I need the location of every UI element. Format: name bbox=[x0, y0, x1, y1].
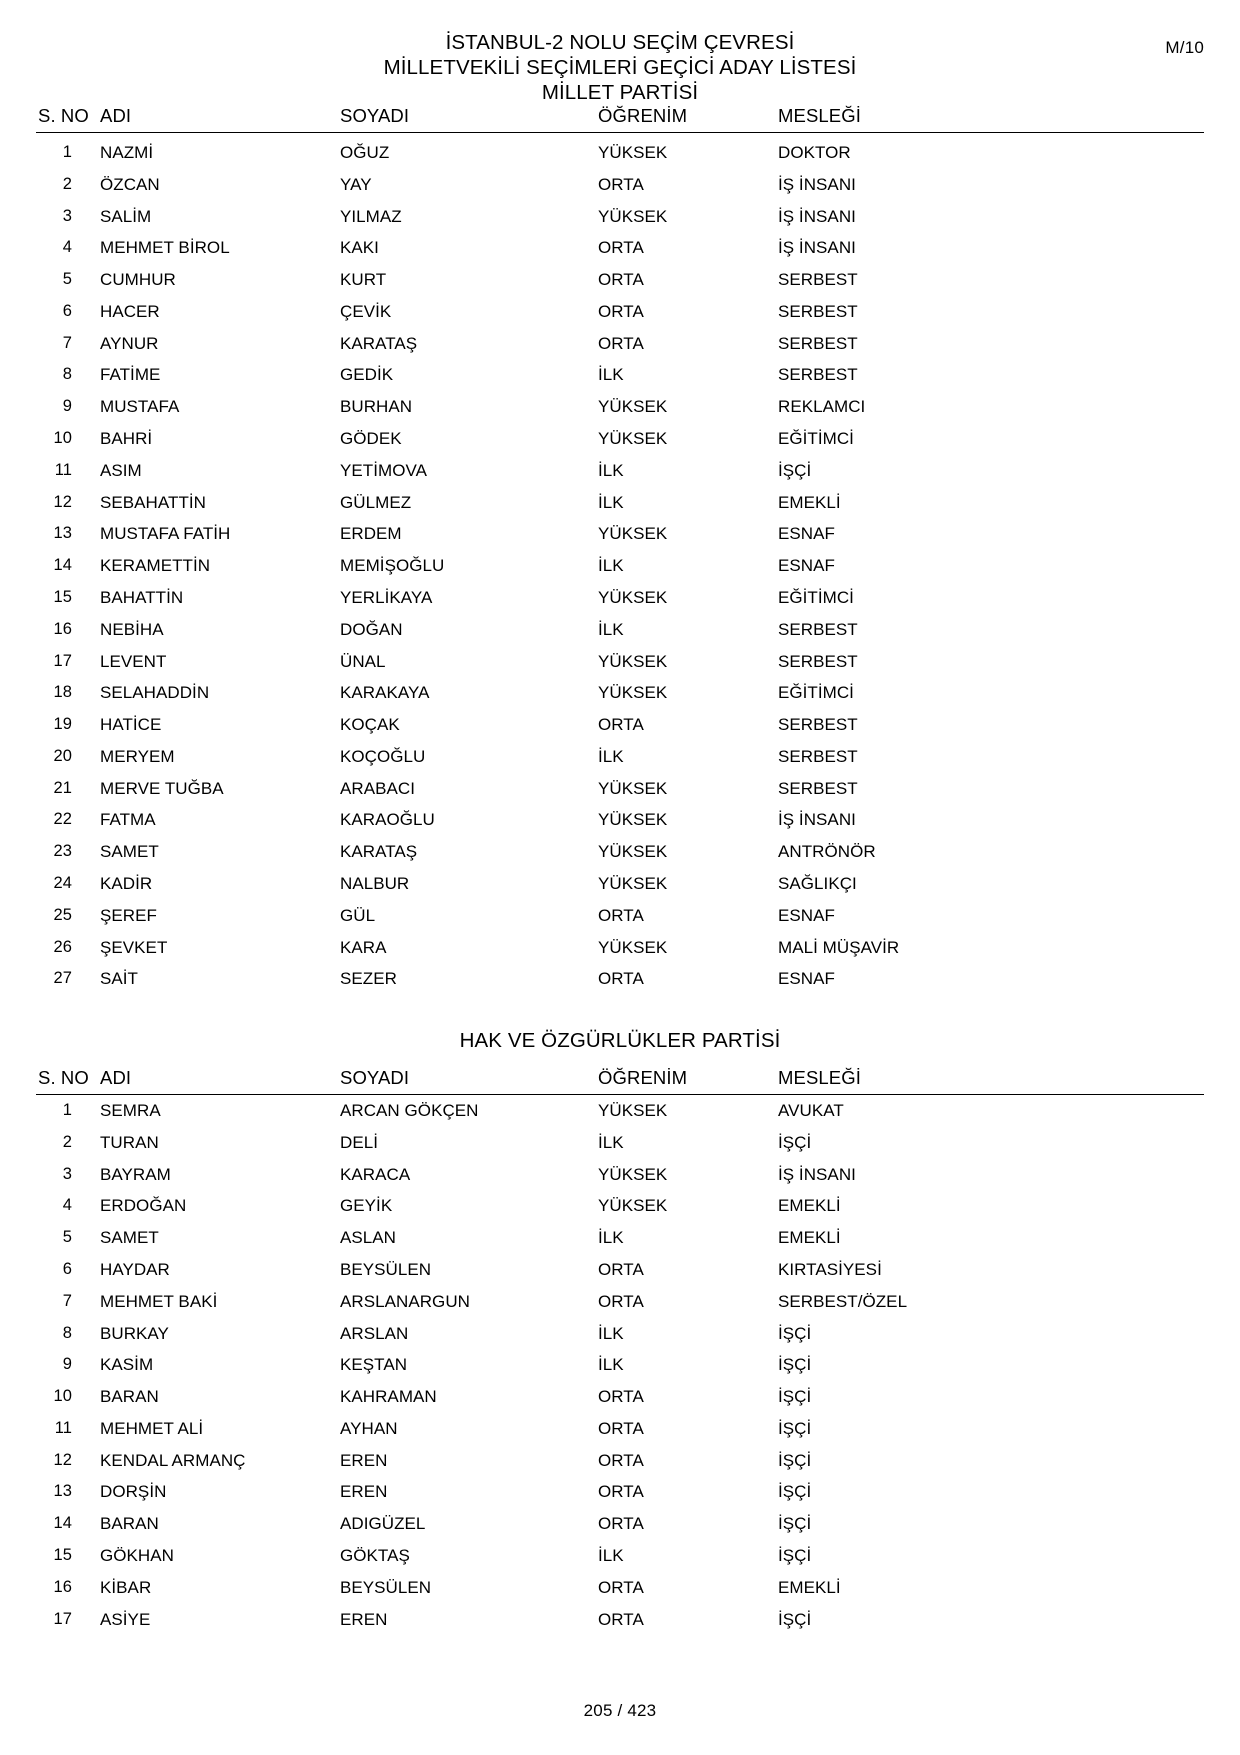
cell-soyadi: ARSLAN bbox=[340, 1323, 409, 1343]
table-row bbox=[36, 614, 1204, 646]
cell-meslegi: ESNAF bbox=[778, 524, 835, 544]
cell-meslegi: SERBEST bbox=[778, 715, 858, 735]
cell-meslegi: EMEKLİ bbox=[778, 1228, 841, 1248]
cell-meslegi: ESNAF bbox=[778, 556, 835, 576]
cell-adi: SAİT bbox=[100, 969, 138, 989]
column-header-sira-no: S. NO bbox=[36, 105, 100, 133]
table-row bbox=[36, 900, 1204, 932]
cell-ogrenim: ORTA bbox=[598, 1260, 644, 1279]
cell-ogrenim: YÜKSEK bbox=[598, 937, 668, 957]
cell-adi: KERAMETTİN bbox=[100, 556, 211, 576]
cell-meslegi: EĞİTİMCİ bbox=[778, 429, 854, 449]
cell-soyadi: DOĞAN bbox=[340, 619, 403, 639]
cell-meslegi: İŞ İNSANI bbox=[778, 238, 856, 258]
cell-soyadi: YILMAZ bbox=[340, 206, 402, 226]
table-row bbox=[36, 1222, 1204, 1254]
cell-soyadi: KARATAŞ bbox=[340, 333, 418, 353]
column-header-soyadi: SOYADI bbox=[340, 1067, 598, 1095]
cell-adi: DORŞİN bbox=[100, 1482, 167, 1502]
cell-ogrenim: ORTA bbox=[598, 1577, 644, 1597]
table-row bbox=[36, 1254, 1204, 1286]
header-line-list-type: MİLLETVEKİLİ SEÇİMLERİ GEÇİCİ ADAY LİSTESİ bbox=[383, 56, 857, 79]
cell-ogrenim: ORTA bbox=[598, 1450, 644, 1470]
cell-adi: MEHMET ALİ bbox=[100, 1418, 204, 1438]
cell-meslegi: SERBEST bbox=[778, 365, 858, 385]
cell-meslegi: MALİ MÜŞAVİR bbox=[778, 937, 900, 957]
candidate-table-hak-ve-ozgurlukler-partisi bbox=[36, 1067, 1204, 1635]
cell-ogrenim: İLK bbox=[598, 1132, 624, 1152]
cell-soyadi: EREN bbox=[340, 1482, 388, 1502]
cell-sira-no: 10 bbox=[53, 429, 72, 448]
cell-meslegi: EĞİTİMCİ bbox=[778, 683, 854, 703]
cell-soyadi: GÜL bbox=[340, 905, 376, 925]
cell-sira-no: 4 bbox=[62, 1196, 72, 1215]
cell-soyadi: AYHAN bbox=[340, 1418, 398, 1438]
header-line-party-name: MİLLET PARTİSİ bbox=[541, 81, 699, 104]
cell-sira-no: 19 bbox=[53, 715, 72, 734]
cell-adi: MEHMET BAKİ bbox=[100, 1291, 218, 1311]
cell-adi: HAYDAR bbox=[100, 1260, 170, 1279]
cell-meslegi: EMEKLİ bbox=[778, 492, 841, 512]
cell-sira-no: 10 bbox=[53, 1387, 72, 1406]
cell-adi: KENDAL ARMANÇ bbox=[100, 1450, 246, 1470]
cell-sira-no: 16 bbox=[53, 1577, 72, 1596]
cell-sira-no: 26 bbox=[53, 937, 72, 956]
cell-soyadi: KAKI bbox=[340, 238, 379, 258]
cell-adi: ERDOĞAN bbox=[100, 1196, 187, 1216]
cell-sira-no: 8 bbox=[62, 1323, 72, 1342]
cell-adi: LEVENT bbox=[100, 651, 167, 671]
cell-soyadi: YETİMOVA bbox=[340, 460, 427, 480]
cell-ogrenim: YÜKSEK bbox=[598, 524, 668, 544]
column-header-ogrenim: ÖĞRENİM bbox=[598, 1067, 778, 1095]
table-row bbox=[36, 1286, 1204, 1318]
cell-meslegi: ESNAF bbox=[778, 905, 835, 925]
cell-sira-no: 18 bbox=[53, 683, 72, 702]
header-line-electoral-district: İSTANBUL-2 NOLU SEÇİM ÇEVRESİ bbox=[445, 31, 795, 54]
table-body bbox=[36, 1095, 1204, 1636]
cell-sira-no: 9 bbox=[62, 397, 72, 416]
cell-meslegi: İŞÇİ bbox=[778, 1514, 812, 1534]
cell-ogrenim: İLK bbox=[598, 1546, 624, 1566]
table-row bbox=[36, 1349, 1204, 1381]
cell-soyadi: ASLAN bbox=[340, 1228, 396, 1248]
cell-adi: MERVE TUĞBA bbox=[100, 778, 224, 798]
cell-sira-no: 23 bbox=[53, 842, 72, 861]
cell-sira-no: 11 bbox=[54, 460, 72, 479]
cell-meslegi: İŞ İNSANI bbox=[778, 174, 856, 194]
cell-ogrenim: İLK bbox=[598, 746, 624, 766]
cell-meslegi: İŞÇİ bbox=[778, 1323, 812, 1343]
cell-ogrenim: İLK bbox=[598, 1323, 624, 1343]
cell-sira-no: 27 bbox=[53, 969, 72, 988]
cell-soyadi: KOÇOĞLU bbox=[340, 746, 426, 766]
table-row bbox=[36, 1095, 1204, 1127]
cell-soyadi: KARAOĞLU bbox=[340, 810, 435, 830]
cell-sira-no: 1 bbox=[62, 1101, 72, 1120]
cell-sira-no: 6 bbox=[62, 301, 72, 320]
cell-adi: ASİYE bbox=[100, 1609, 151, 1629]
cell-ogrenim: ORTA bbox=[598, 333, 644, 353]
cell-sira-no: 8 bbox=[62, 365, 72, 384]
cell-meslegi: SERBEST bbox=[778, 778, 858, 798]
table-row bbox=[36, 1381, 1204, 1413]
cell-ogrenim: YÜKSEK bbox=[598, 1164, 668, 1184]
table-header-row bbox=[36, 105, 1204, 133]
table-row bbox=[36, 836, 1204, 868]
cell-adi: SALİM bbox=[100, 206, 152, 226]
cell-ogrenim: İLK bbox=[598, 556, 624, 576]
cell-soyadi: YAY bbox=[340, 174, 372, 194]
table-row bbox=[36, 518, 1204, 550]
cell-soyadi: GÖKTAŞ bbox=[340, 1546, 410, 1566]
table-row bbox=[36, 455, 1204, 487]
table-row bbox=[36, 169, 1204, 201]
table-row bbox=[36, 1540, 1204, 1572]
cell-sira-no: 2 bbox=[62, 174, 72, 193]
cell-adi: ŞEVKET bbox=[100, 937, 168, 957]
cell-sira-no: 5 bbox=[62, 1228, 72, 1247]
cell-soyadi: DELİ bbox=[340, 1132, 378, 1152]
cell-sira-no: 9 bbox=[62, 1355, 72, 1374]
table-row bbox=[36, 773, 1204, 805]
table-row bbox=[36, 1191, 1204, 1223]
cell-ogrenim: YÜKSEK bbox=[598, 873, 668, 893]
cell-ogrenim: ORTA bbox=[598, 270, 644, 290]
cell-meslegi: SERBEST bbox=[778, 333, 858, 353]
cell-soyadi: BEYSÜLEN bbox=[340, 1260, 432, 1279]
table-row bbox=[36, 232, 1204, 264]
cell-sira-no: 6 bbox=[62, 1260, 72, 1278]
cell-sira-no: 1 bbox=[62, 143, 72, 161]
table-row bbox=[36, 1318, 1204, 1350]
cell-meslegi: İŞÇİ bbox=[778, 460, 812, 480]
cell-ogrenim: İLK bbox=[598, 1355, 624, 1375]
cell-ogrenim: İLK bbox=[598, 492, 624, 512]
column-header-meslegi: MESLEĞİ bbox=[778, 105, 1204, 133]
table-row bbox=[36, 1159, 1204, 1191]
cell-sira-no: 20 bbox=[53, 746, 72, 765]
cell-adi: MERYEM bbox=[100, 746, 175, 766]
cell-adi: SELAHADDİN bbox=[100, 683, 210, 703]
column-header-sira-no: S. NO bbox=[36, 1067, 100, 1095]
cell-meslegi: İŞ İNSANI bbox=[778, 206, 856, 226]
cell-adi: SAMET bbox=[100, 1228, 159, 1248]
cell-soyadi: EREN bbox=[340, 1450, 388, 1470]
cell-meslegi: İŞÇİ bbox=[778, 1482, 812, 1502]
cell-ogrenim: YÜKSEK bbox=[598, 143, 668, 162]
table-row bbox=[36, 646, 1204, 678]
cell-meslegi: ANTRÖNÖR bbox=[778, 842, 876, 862]
cell-sira-no: 13 bbox=[53, 1482, 72, 1501]
table-row bbox=[36, 709, 1204, 741]
cell-soyadi: ÇEVİK bbox=[340, 301, 392, 321]
cell-adi: KİBAR bbox=[100, 1577, 152, 1597]
cell-sira-no: 12 bbox=[53, 1450, 72, 1469]
cell-adi: FATMA bbox=[100, 810, 156, 830]
cell-ogrenim: ORTA bbox=[598, 174, 644, 194]
table-row bbox=[36, 296, 1204, 328]
cell-soyadi: EREN bbox=[340, 1609, 388, 1629]
cell-sira-no: 3 bbox=[62, 206, 72, 225]
page-number: 205 / 423 bbox=[583, 1701, 657, 1720]
header-page-code: M/10 bbox=[1165, 38, 1204, 57]
cell-ogrenim: ORTA bbox=[598, 1482, 644, 1502]
column-header-adi: ADI bbox=[100, 1067, 340, 1095]
cell-meslegi: AVUKAT bbox=[778, 1101, 844, 1121]
table-row bbox=[36, 1413, 1204, 1445]
cell-ogrenim: YÜKSEK bbox=[598, 397, 668, 417]
cell-adi: KASİM bbox=[100, 1355, 154, 1375]
cell-adi: KADİR bbox=[100, 873, 153, 893]
table-row bbox=[36, 423, 1204, 455]
cell-adi: MUSTAFA FATİH bbox=[100, 524, 231, 544]
table-row bbox=[36, 201, 1204, 233]
cell-meslegi: SERBEST bbox=[778, 301, 858, 321]
cell-ogrenim: ORTA bbox=[598, 1418, 644, 1438]
cell-soyadi: OĞUZ bbox=[340, 143, 390, 162]
cell-sira-no: 17 bbox=[53, 651, 72, 670]
cell-ogrenim: İLK bbox=[598, 365, 624, 385]
cell-ogrenim: ORTA bbox=[598, 905, 644, 925]
cell-meslegi: KIRTASİYESİ bbox=[778, 1260, 882, 1279]
cell-adi: ASIM bbox=[100, 460, 142, 480]
cell-ogrenim: YÜKSEK bbox=[598, 683, 668, 703]
cell-ogrenim: YÜKSEK bbox=[598, 587, 668, 607]
cell-meslegi: DOKTOR bbox=[778, 143, 851, 162]
cell-meslegi: SERBEST bbox=[778, 619, 858, 639]
table-row bbox=[36, 1127, 1204, 1159]
table-header-row bbox=[36, 1067, 1204, 1095]
cell-adi: ŞEREF bbox=[100, 905, 157, 925]
cell-adi: BAYRAM bbox=[100, 1164, 171, 1184]
table-body bbox=[36, 133, 1204, 996]
cell-adi: SEBAHATTİN bbox=[100, 492, 206, 512]
table-row bbox=[36, 932, 1204, 964]
table-row bbox=[36, 582, 1204, 614]
table-row bbox=[36, 391, 1204, 423]
cell-meslegi: ESNAF bbox=[778, 969, 835, 989]
cell-sira-no: 12 bbox=[53, 492, 72, 511]
cell-ogrenim: YÜKSEK bbox=[598, 429, 668, 449]
cell-meslegi: EĞİTİMCİ bbox=[778, 587, 854, 607]
column-header-adi: ADI bbox=[100, 105, 340, 133]
cell-adi: BARAN bbox=[100, 1387, 159, 1407]
cell-soyadi: ERDEM bbox=[340, 524, 402, 544]
cell-sira-no: 25 bbox=[53, 905, 72, 924]
cell-adi: ÖZCAN bbox=[100, 174, 160, 194]
cell-ogrenim: ORTA bbox=[598, 238, 644, 258]
cell-ogrenim: İLK bbox=[598, 1228, 624, 1248]
cell-sira-no: 4 bbox=[62, 238, 72, 257]
column-header-soyadi: SOYADI bbox=[340, 105, 598, 133]
table-row bbox=[36, 677, 1204, 709]
cell-meslegi: SAĞLIKÇI bbox=[778, 873, 857, 893]
cell-adi: HACER bbox=[100, 301, 160, 321]
cell-adi: FATİME bbox=[100, 365, 161, 385]
cell-soyadi: GEYİK bbox=[340, 1196, 393, 1216]
column-header-meslegi: MESLEĞİ bbox=[778, 1067, 1204, 1095]
cell-sira-no: 3 bbox=[62, 1164, 72, 1183]
cell-meslegi: SERBEST bbox=[778, 746, 858, 766]
candidate-table-millet-partisi bbox=[36, 105, 1204, 995]
section-title-hak-ve-ozgurlukler-partisi: HAK VE ÖZGÜRLÜKLER PARTİSİ bbox=[459, 1029, 781, 1053]
cell-adi: SAMET bbox=[100, 842, 159, 862]
cell-ogrenim: YÜKSEK bbox=[598, 810, 668, 830]
cell-meslegi: İŞ İNSANI bbox=[778, 810, 856, 830]
cell-meslegi: EMEKLİ bbox=[778, 1577, 841, 1597]
cell-soyadi: KURT bbox=[340, 270, 387, 290]
cell-adi: BAHATTİN bbox=[100, 587, 184, 607]
cell-sira-no: 13 bbox=[53, 524, 72, 543]
cell-soyadi: ARABACI bbox=[340, 778, 415, 798]
table-row bbox=[36, 550, 1204, 582]
cell-adi: TURAN bbox=[100, 1132, 159, 1152]
cell-meslegi: İŞÇİ bbox=[778, 1609, 812, 1629]
document-header bbox=[36, 30, 1204, 105]
cell-meslegi: REKLAMCI bbox=[778, 397, 866, 417]
cell-sira-no: 21 bbox=[53, 778, 72, 797]
cell-meslegi: İŞÇİ bbox=[778, 1132, 812, 1152]
cell-meslegi: EMEKLİ bbox=[778, 1196, 841, 1216]
cell-ogrenim: ORTA bbox=[598, 715, 644, 735]
cell-soyadi: NALBUR bbox=[340, 873, 410, 893]
cell-sira-no: 11 bbox=[54, 1418, 72, 1437]
cell-adi: BAHRİ bbox=[100, 429, 153, 449]
cell-adi: MUSTAFA bbox=[100, 397, 180, 417]
cell-ogrenim: YÜKSEK bbox=[598, 1101, 668, 1121]
cell-ogrenim: ORTA bbox=[598, 969, 644, 989]
table-row bbox=[36, 741, 1204, 773]
cell-soyadi: YERLİKAYA bbox=[340, 587, 433, 607]
cell-sira-no: 7 bbox=[62, 1291, 72, 1310]
table-row bbox=[36, 963, 1204, 995]
cell-adi: NAZMİ bbox=[100, 143, 154, 162]
cell-soyadi: ARSLANARGUN bbox=[340, 1291, 470, 1311]
cell-ogrenim: İLK bbox=[598, 619, 624, 639]
cell-soyadi: KARACA bbox=[340, 1164, 411, 1184]
cell-ogrenim: ORTA bbox=[598, 1514, 644, 1534]
table-row bbox=[36, 264, 1204, 296]
cell-sira-no: 24 bbox=[53, 873, 72, 892]
cell-soyadi: KARA bbox=[340, 937, 387, 957]
table-row bbox=[36, 1604, 1204, 1636]
cell-sira-no: 14 bbox=[53, 556, 72, 575]
table-row bbox=[36, 487, 1204, 519]
cell-soyadi: SEZER bbox=[340, 969, 397, 989]
page-footer bbox=[0, 1701, 1240, 1721]
cell-meslegi: İŞÇİ bbox=[778, 1450, 812, 1470]
cell-ogrenim: YÜKSEK bbox=[598, 651, 668, 671]
cell-meslegi: SERBEST/ÖZEL bbox=[778, 1291, 908, 1311]
cell-adi: BARAN bbox=[100, 1514, 159, 1534]
cell-soyadi: KOÇAK bbox=[340, 715, 400, 735]
cell-meslegi: SERBEST bbox=[778, 270, 858, 290]
cell-meslegi: SERBEST bbox=[778, 651, 858, 671]
table-row bbox=[36, 1477, 1204, 1509]
cell-ogrenim: İLK bbox=[598, 460, 624, 480]
cell-adi: GÖKHAN bbox=[100, 1546, 174, 1566]
cell-soyadi: MEMİŞOĞLU bbox=[340, 556, 445, 576]
cell-sira-no: 17 bbox=[53, 1609, 72, 1628]
cell-sira-no: 15 bbox=[53, 587, 72, 606]
header-title-block bbox=[36, 30, 1204, 105]
table-row bbox=[36, 328, 1204, 360]
cell-sira-no: 2 bbox=[62, 1132, 72, 1151]
cell-meslegi: İŞÇİ bbox=[778, 1355, 812, 1375]
cell-ogrenim: ORTA bbox=[598, 1609, 644, 1629]
cell-sira-no: 5 bbox=[62, 270, 72, 289]
cell-soyadi: ARCAN GÖKÇEN bbox=[340, 1101, 479, 1121]
cell-soyadi: KAHRAMAN bbox=[340, 1387, 437, 1407]
cell-ogrenim: YÜKSEK bbox=[598, 206, 668, 226]
cell-soyadi: KARATAŞ bbox=[340, 842, 418, 862]
cell-ogrenim: ORTA bbox=[598, 1387, 644, 1407]
cell-ogrenim: ORTA bbox=[598, 1291, 644, 1311]
cell-meslegi: İŞÇİ bbox=[778, 1546, 812, 1566]
table-row bbox=[36, 1572, 1204, 1604]
cell-ogrenim: YÜKSEK bbox=[598, 1196, 668, 1216]
cell-adi: HATİCE bbox=[100, 715, 162, 735]
cell-soyadi: KARAKAYA bbox=[340, 683, 430, 703]
cell-adi: BURKAY bbox=[100, 1323, 169, 1343]
cell-soyadi: GEDİK bbox=[340, 365, 394, 385]
cell-sira-no: 15 bbox=[53, 1546, 72, 1565]
cell-sira-no: 7 bbox=[62, 333, 72, 352]
cell-meslegi: İŞ İNSANI bbox=[778, 1164, 856, 1184]
cell-ogrenim: YÜKSEK bbox=[598, 842, 668, 862]
table-row bbox=[36, 360, 1204, 392]
cell-soyadi: BEYSÜLEN bbox=[340, 1577, 432, 1597]
cell-adi: NEBİHA bbox=[100, 619, 164, 639]
cell-soyadi: ÜNAL bbox=[340, 651, 386, 671]
cell-soyadi: BURHAN bbox=[340, 397, 413, 417]
column-header-ogrenim: ÖĞRENİM bbox=[598, 105, 778, 133]
cell-soyadi: ADIGÜZEL bbox=[340, 1514, 426, 1534]
cell-sira-no: 16 bbox=[53, 619, 72, 638]
cell-soyadi: GÖDEK bbox=[340, 429, 402, 449]
cell-sira-no: 14 bbox=[53, 1514, 72, 1533]
table-row bbox=[36, 1508, 1204, 1540]
cell-adi: SEMRA bbox=[100, 1101, 161, 1121]
cell-soyadi: KEŞTAN bbox=[340, 1355, 408, 1375]
cell-adi: CUMHUR bbox=[100, 270, 176, 290]
cell-meslegi: İŞÇİ bbox=[778, 1418, 812, 1438]
table-row bbox=[36, 868, 1204, 900]
cell-soyadi: GÜLMEZ bbox=[340, 492, 412, 512]
cell-meslegi: İŞÇİ bbox=[778, 1387, 812, 1407]
cell-ogrenim: ORTA bbox=[598, 301, 644, 321]
table-row bbox=[36, 1445, 1204, 1477]
table-row bbox=[36, 805, 1204, 837]
cell-ogrenim: YÜKSEK bbox=[598, 778, 668, 798]
table-row bbox=[36, 133, 1204, 169]
cell-adi: MEHMET BİROL bbox=[100, 238, 230, 258]
cell-sira-no: 22 bbox=[53, 810, 72, 829]
cell-adi: AYNUR bbox=[100, 333, 159, 353]
